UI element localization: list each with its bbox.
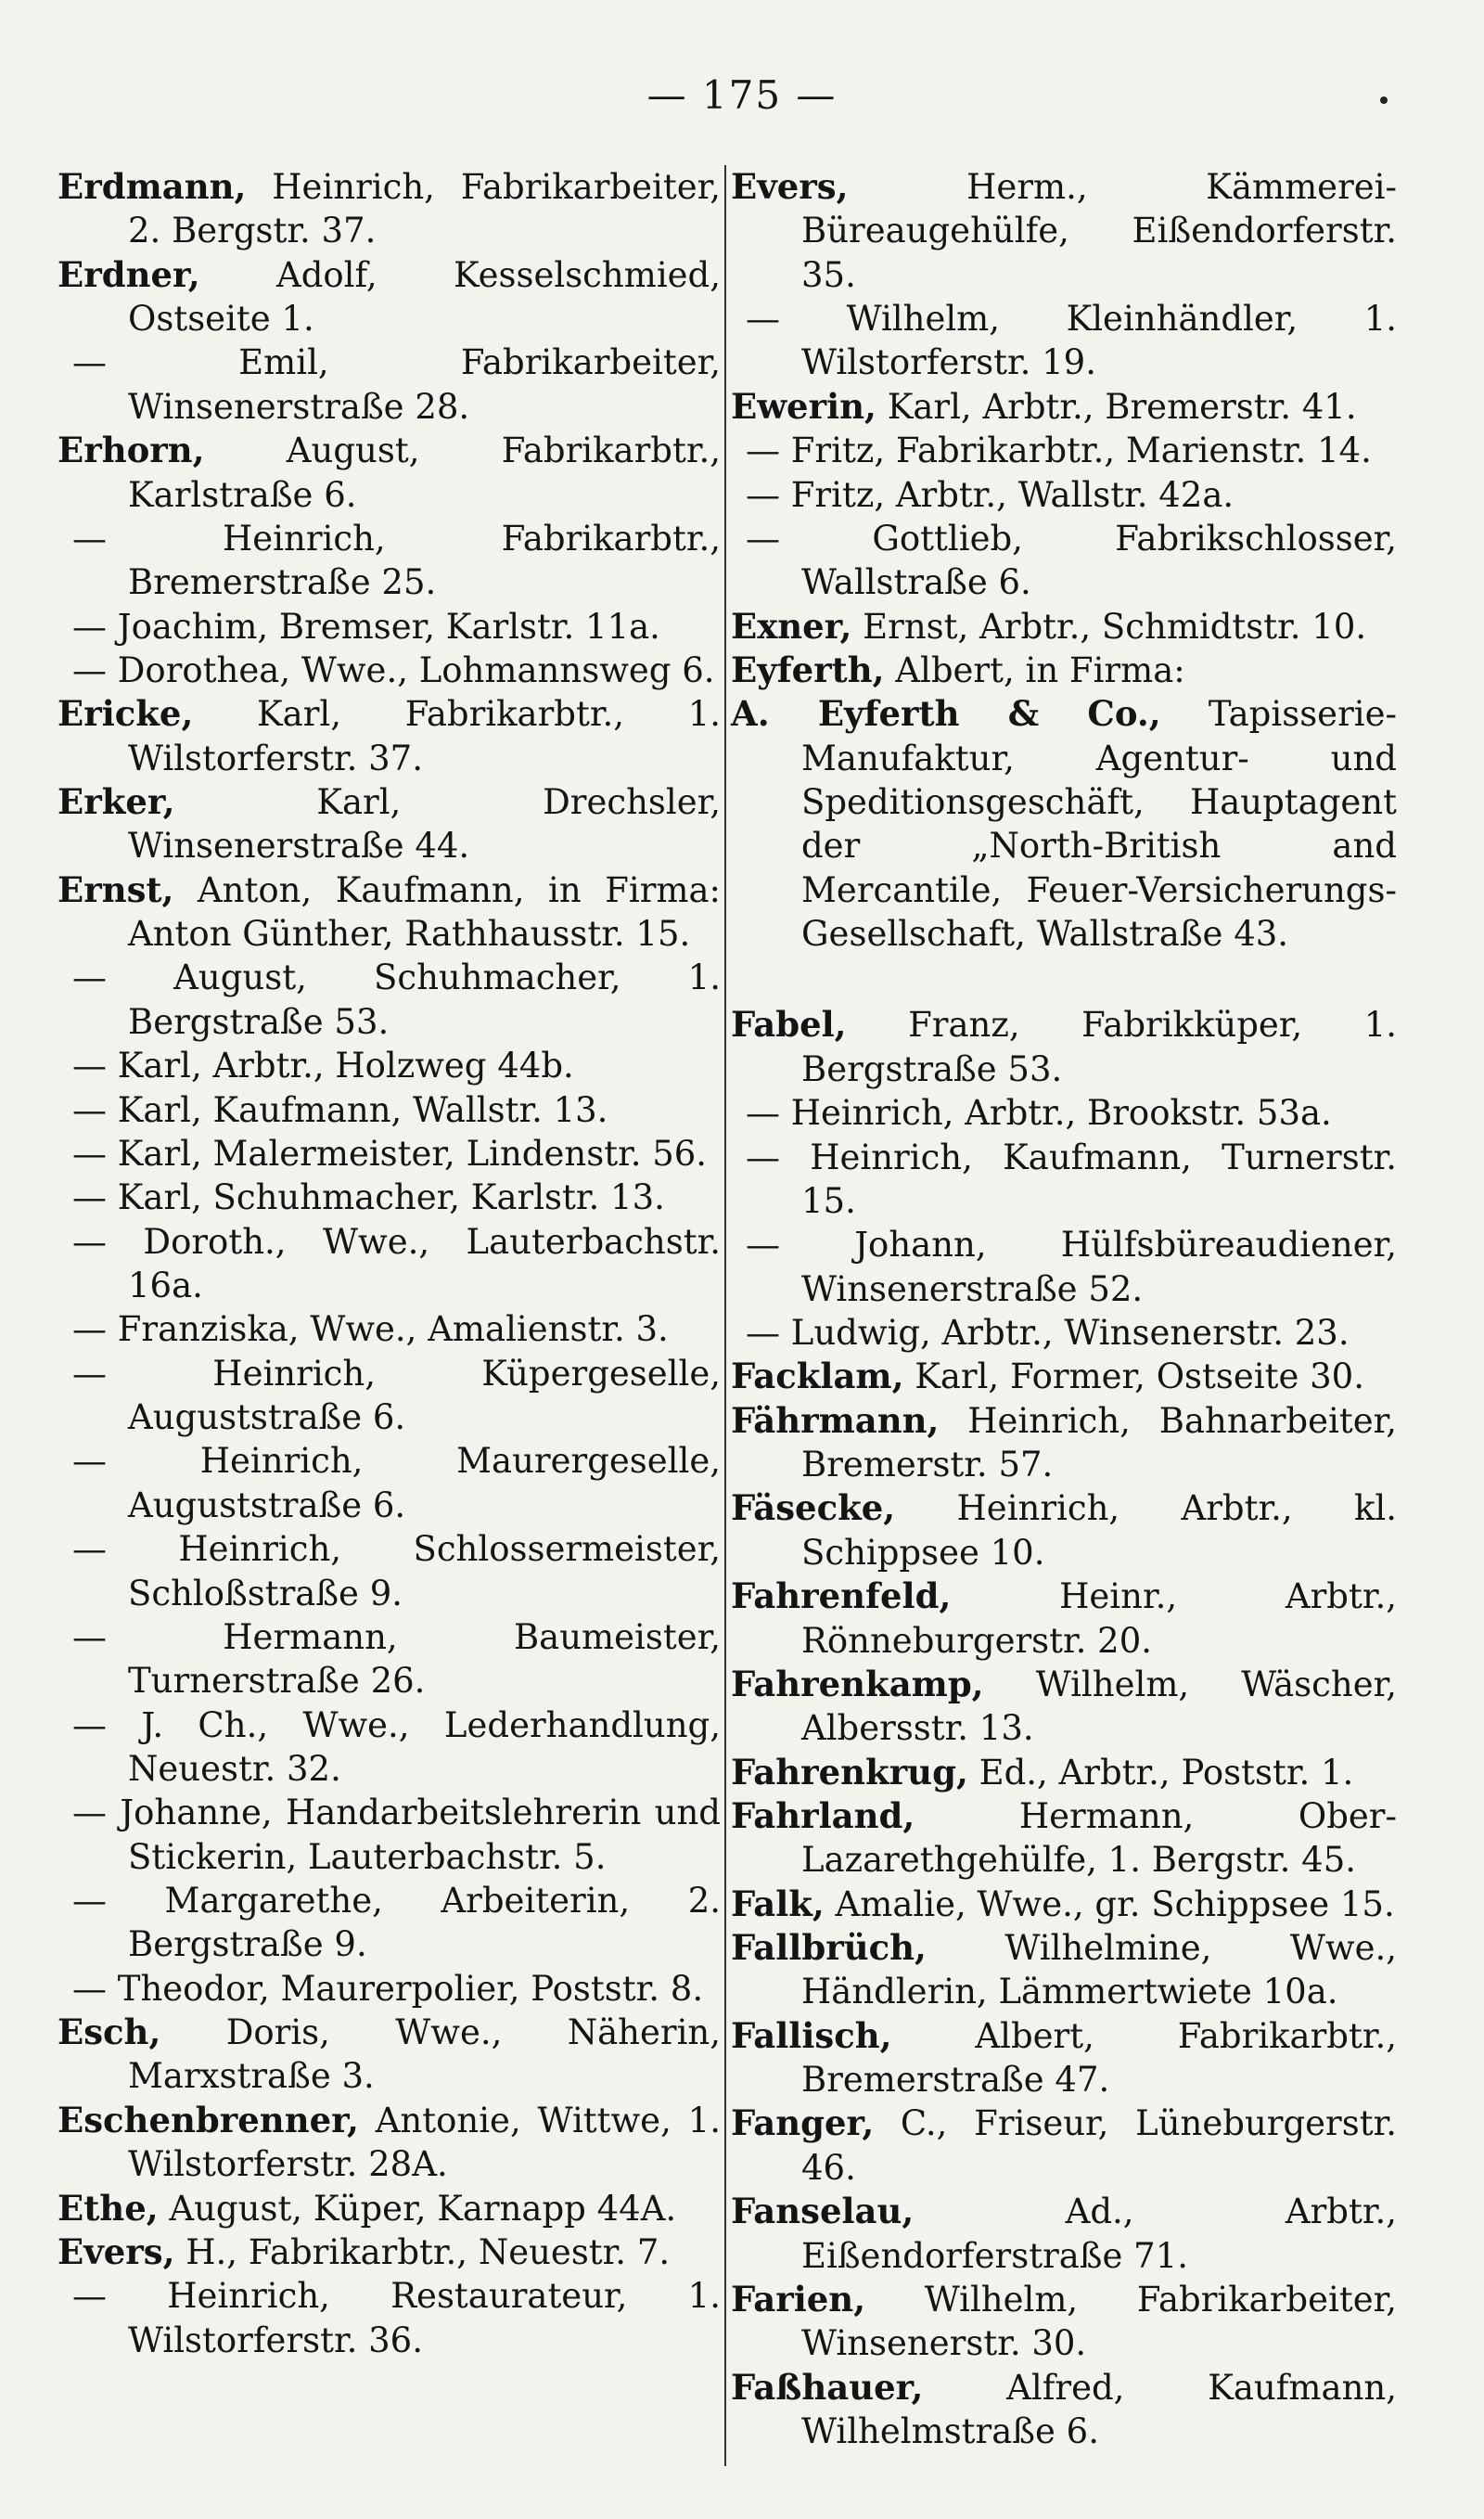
directory-entry [731, 473, 1397, 517]
entry-surname: Fallbrüch, [731, 1927, 927, 1969]
directory-entry [731, 1223, 1397, 1311]
entry-details: Wilhelmine, Wwe., Händlerin, Lämmertwiete 10a. [801, 1928, 1397, 2012]
directory-entry [731, 429, 1397, 472]
entry-surname: Fahrenkamp, [731, 1663, 984, 1704]
entry-surname: Fahrenfeld, [731, 1575, 952, 1617]
entry-details: — Wilhelm, Kleinhändler, 1. Wilstorferstr. 19. [746, 299, 1397, 383]
directory-entry [58, 517, 721, 605]
entry-details: — Heinrich, Arbtr., Brookstr. 53a. [746, 1093, 1332, 1134]
directory-entry [731, 165, 1397, 297]
directory-entry [731, 1003, 1397, 1091]
entry-details: — Margarethe, Arbeiterin, 2. Bergstraße 9. [72, 1881, 721, 1965]
entry-details: C., Friseur, Lüneburgerstr. 46. [801, 2103, 1397, 2188]
directory-entry [58, 649, 721, 692]
entry-details: August, Küper, Karnapp 44A. [158, 2188, 677, 2229]
entry-details: — Doroth., Wwe., Lauterbachstr. 16a. [72, 1221, 721, 1305]
directory-entry [58, 2187, 721, 2230]
left-column [58, 165, 721, 2362]
directory-entry [731, 297, 1397, 385]
directory-entry [58, 1132, 721, 1176]
directory-entry [58, 868, 721, 957]
entry-details: Heinrich, Fabrikarbeiter, 2. Bergstr. 37. [128, 167, 721, 251]
entry-surname: Exner, [731, 605, 852, 647]
entry-surname: Ernst, [58, 868, 174, 910]
entry-details: — Ludwig, Arbtr., Winsenerstr. 23. [746, 1312, 1350, 1353]
entry-details: Wilhelm, Wäscher, Albersstr. 13. [801, 1664, 1397, 1749]
directory-entry [731, 1883, 1397, 1926]
entry-details: Karl, Fabrikarbtr., 1. Wilstorferstr. 37. [128, 694, 721, 778]
entry-surname: Ethe, [58, 2187, 159, 2229]
directory-entry [58, 1307, 721, 1351]
directory-entry [58, 1527, 721, 1615]
entry-surname: Fahrenkrug, [731, 1751, 968, 1793]
entry-surname: Fanger, [731, 2102, 875, 2144]
directory-entry [731, 1399, 1397, 1487]
directory-entry [731, 2014, 1397, 2102]
entry-surname: Evers, [58, 2230, 175, 2272]
directory-entry [58, 956, 721, 1044]
entry-details: — Emil, Fabrikarbeiter, Winsenerstraße 28. [72, 342, 721, 427]
entry-surname: Ewerin, [731, 385, 876, 427]
entry-details: — Johann, Hülfsbüreaudiener, Winsenerstraße 52. [746, 1225, 1397, 1309]
entry-details: Amalie, Wwe., gr. Schippsee 15. [824, 1883, 1395, 1924]
entry-details: — Franziska, Wwe., Amalienstr. 3. [72, 1309, 669, 1350]
entry-surname: Erdmann, [58, 166, 247, 207]
entry-surname: Esch, [58, 2011, 161, 2053]
entry-details: — Heinrich, Kaufmann, Turnerstr. 15. [746, 1137, 1397, 1221]
entry-details: — August, Schuhmacher, 1. Bergstraße 53. [72, 957, 721, 1042]
entry-details: Antonie, Wittwe, 1. Wilstorferstr. 28A. [128, 2100, 721, 2185]
directory-entry [731, 1574, 1397, 1663]
entry-surname: Eyferth, [731, 649, 885, 690]
entry-details: Hermann, Ober-Lazarethgehülfe, 1. Bergstr. 45. [801, 1795, 1397, 1881]
entry-details: Herm., Kämmerei-Büreaugehülfe, Eißendorferstr. 35. [801, 167, 1397, 295]
directory-entry [58, 165, 721, 253]
entry-details: August, Fabrikarbtr., Karlstraße 6. [128, 431, 721, 515]
entry-details: Ad., Arbtr., Eißendorferstraße 71. [801, 2191, 1397, 2276]
entry-details: — Theodor, Maurerpolier, Poststr. 8. [72, 1968, 704, 2009]
print-speck [1380, 96, 1388, 104]
directory-entry [58, 2274, 721, 2362]
entry-details: Ernst, Arbtr., Schmidtstr. 10. [851, 606, 1367, 647]
directory-entry [58, 1615, 721, 1703]
directory-entry [731, 1751, 1397, 1794]
entry-details: Karl, Former, Ostseite 30. [903, 1356, 1364, 1397]
directory-entry [58, 341, 721, 429]
entry-details: — J. Ch., Wwe., Lederhandlung, Neuestr. 32. [72, 1704, 721, 1789]
entry-surname: Fährmann, [731, 1399, 940, 1441]
directory-entry [58, 2011, 721, 2099]
entry-details: Heinrich, Arbtr., kl. Schippsee 10. [801, 1488, 1397, 1573]
directory-entry [731, 1794, 1397, 1883]
directory-entry [58, 2230, 721, 2274]
entry-surname: Farien, [731, 2278, 866, 2320]
directory-entry [58, 1439, 721, 1527]
entry-surname: A. Eyferth & Co., [731, 693, 1161, 735]
directory-entry [731, 517, 1397, 605]
entry-surname: Fallisch, [731, 2014, 892, 2056]
page-number: — 175 — [646, 72, 838, 118]
entry-surname: Ericke, [58, 693, 194, 735]
entry-details: Wilhelm, Fabrikarbeiter, Winsenerstr. 30. [801, 2279, 1397, 2364]
directory-entry [731, 2101, 1397, 2190]
directory-entry [58, 1088, 721, 1132]
directory-entry [58, 605, 721, 649]
entry-details: — Heinrich, Küpergeselle, Auguststraße 6. [72, 1353, 721, 1438]
entry-details: Heinr., Arbtr., Rönneburgerstr. 20. [801, 1576, 1397, 1661]
directory-entry [731, 1926, 1397, 2014]
directory-entry [58, 1044, 721, 1087]
entry-details: — Karl, Arbtr., Holzweg 44b. [72, 1046, 574, 1086]
directory-entry [731, 649, 1397, 692]
entry-details: — Karl, Schuhmacher, Karlstr. 13. [72, 1177, 665, 1218]
directory-entry [58, 692, 721, 780]
entry-surname: Facklam, [731, 1356, 904, 1397]
entry-details: — Karl, Malermeister, Lindenstr. 56. [72, 1133, 708, 1174]
entry-surname: Evers, [731, 166, 849, 207]
entry-surname: Erhorn, [58, 430, 205, 471]
entry-details: — Fritz, Fabrikarbtr., Marienstr. 14. [746, 431, 1372, 471]
entry-surname: Erdner, [58, 253, 200, 295]
directory-entry [731, 385, 1397, 429]
entry-details: — Fritz, Arbtr., Wallstr. 42a. [746, 474, 1235, 515]
entry-details: — Heinrich, Schlossermeister, Schloßstraße 9. [72, 1529, 721, 1613]
entry-surname: Fahrland, [731, 1794, 915, 1836]
entry-details: — Heinrich, Fabrikarbtr., Bremerstraße 25. [72, 518, 721, 603]
entry-surname: Faßhauer, [731, 2366, 924, 2408]
directory-entry [58, 1879, 721, 1967]
directory-entry [731, 1311, 1397, 1355]
directory-entry [58, 429, 721, 517]
entry-details: Doris, Wwe., Näherin, Marxstraße 3. [128, 2012, 721, 2097]
entry-details: — Johanne, Handarbeitslehrerin und Stickerin, Lauterbachstr. 5. [72, 1793, 721, 1877]
directory-entry [58, 1791, 721, 1879]
directory-entry [58, 1220, 721, 1308]
entry-details: Adolf, Kesselschmied, Ostseite 1. [128, 254, 721, 340]
entry-details: Tapisserie-Manufaktur, Agentur- und Speditionsgeschäft, Hauptagent der „North-British and Mercantile, Feuer-Versicherungs-Gesellschaft, Wallstraße 43. [801, 694, 1397, 955]
entry-details: Anton, Kaufmann, in Firma: Anton Günther, Rathhausstr. 15. [128, 869, 721, 955]
directory-entry [58, 2099, 721, 2187]
directory-entry [731, 605, 1397, 649]
directory-entry [731, 1091, 1397, 1135]
directory-entry [731, 2366, 1397, 2454]
entry-details: — Karl, Kaufmann, Wallstr. 13. [72, 1089, 608, 1130]
entry-surname: Fäsecke, [731, 1487, 896, 1529]
right-column [731, 165, 1397, 2453]
entry-surname: Falk, [731, 1883, 825, 1924]
directory-entry [58, 253, 721, 341]
column-divider [724, 165, 726, 2466]
entry-details: — Heinrich, Maurergeselle, Auguststraße 6. [72, 1441, 721, 1525]
directory-entry [58, 1352, 721, 1440]
directory-entry [58, 1176, 721, 1219]
entry-details: H., Fabrikarbtr., Neuestr. 7. [174, 2231, 671, 2272]
directory-entry [731, 2278, 1397, 2366]
entry-details: Franz, Fabrikküper, 1. Bergstraße 53. [801, 1005, 1397, 1089]
entry-surname: Fabel, [731, 1004, 847, 1046]
entry-surname: Erker, [58, 781, 175, 823]
entry-details: Ed., Arbtr., Poststr. 1. [967, 1752, 1354, 1793]
directory-entry [731, 1663, 1397, 1751]
entry-surname: Eschenbrenner, [58, 2099, 359, 2140]
directory-entry [731, 692, 1397, 956]
entry-details: Albert, in Firma: [884, 649, 1185, 690]
directory-entry [731, 1486, 1397, 1574]
directory-entry [58, 780, 721, 868]
entry-details: — Hermann, Baumeister, Turnerstraße 26. [72, 1616, 721, 1702]
directory-entry [731, 1355, 1397, 1398]
entry-details: Albert, Fabrikarbtr., Bremerstraße 47. [801, 2015, 1397, 2101]
entry-details: — Joachim, Bremser, Karlstr. 11a. [72, 606, 660, 647]
entry-details: — Dorothea, Wwe., Lohmannsweg 6. [72, 649, 715, 690]
directory-entry [58, 1703, 721, 1792]
directory-entry [731, 1136, 1397, 1224]
entry-details: — Gottlieb, Fabrikschlosser, Wallstraße 6. [746, 518, 1397, 603]
directory-entry [731, 2190, 1397, 2278]
directory-entry [58, 1967, 721, 2011]
entry-details: Heinrich, Bahnarbeiter, Bremerstr. 57. [801, 1400, 1397, 1485]
entry-surname: Fanselau, [731, 2191, 915, 2232]
entry-details: Alfred, Kaufmann, Wilhelmstraße 6. [801, 2367, 1397, 2451]
entry-details: Karl, Drechsler, Winsenerstraße 44. [128, 782, 721, 867]
entry-details: — Heinrich, Restaurateur, 1. Wilstorferstr. 36. [72, 2276, 721, 2360]
entry-details: Karl, Arbtr., Bremerstr. 41. [876, 386, 1357, 427]
